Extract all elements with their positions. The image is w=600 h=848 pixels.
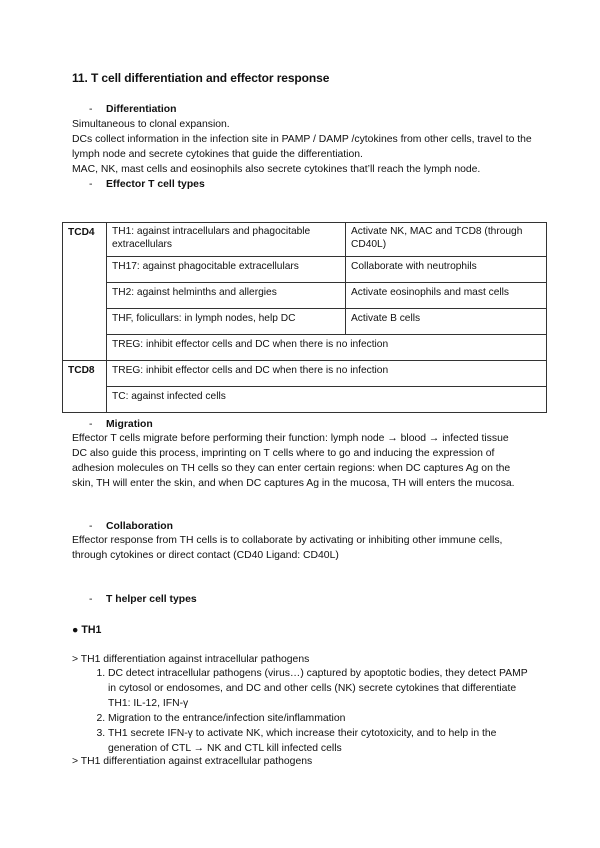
bullet-migration bbox=[72, 418, 153, 432]
role-cell: Collaborate with neutrophils bbox=[346, 257, 547, 283]
role-cell: Activate NK, MAC and TCD8 (through CD40L) bbox=[346, 223, 547, 257]
bullet-helper-types bbox=[72, 593, 197, 607]
table-row bbox=[63, 335, 547, 361]
paragraph-migration bbox=[72, 432, 532, 492]
text-line: MAC, NK, mast cells and eosinophils also secrete cytokines that’ll reach the lymph node. bbox=[72, 163, 481, 175]
role-cell: Activate B cells bbox=[346, 309, 547, 335]
bullet-dash: - bbox=[89, 594, 93, 605]
list-item: 1. DC detect intracellular pathogens (virus…) captured by apoptotic bodies, they detect PAMP in cytosol or endosomes, and DC and other cells (NK) secrete cytokines that differentiate TH1: IL-12, IFN-γ bbox=[108, 667, 534, 712]
label-differentiation: Differentiation bbox=[106, 104, 177, 115]
bullet-collaboration bbox=[72, 520, 173, 534]
paragraph-collaboration bbox=[72, 534, 532, 564]
type-cell: TH17: against phagocitable extracellulars bbox=[107, 257, 346, 283]
section-heading: 11. T cell differentiation and effector response bbox=[72, 71, 330, 85]
type-cell: TH1: against intracellulars and phagocitable extracellulars bbox=[107, 223, 346, 257]
type-cell: THF, folicullars: in lymph nodes, help DC bbox=[107, 309, 346, 335]
type-cell: TH2: against helminths and allergies bbox=[107, 283, 346, 309]
list-item: 3. TH1 secrete IFN-γ to activate NK, which increase their cytotoxicity, and to help in the generation of CTL → NK and CTL kill infected cells bbox=[108, 727, 534, 757]
table-row bbox=[63, 223, 547, 257]
th1-heading: ● TH1 bbox=[72, 624, 102, 636]
effector-types-table bbox=[62, 222, 547, 413]
bullet-differentiation bbox=[72, 103, 176, 117]
type-cell: TREG: inhibit effector cells and DC when there is no infection bbox=[107, 335, 547, 361]
label-effector-types: Effector T cell types bbox=[106, 179, 205, 190]
type-cell: TC: against infected cells bbox=[107, 387, 547, 413]
bullet-dash: - bbox=[89, 104, 93, 115]
text-line: DC also guide this process, imprinting on T cells where to go and inducing the expression of adhesion molecules on TH cells so they can enter certain regions: when DC captures Ag on the skin, TH will enter the skin, and when DC captures Ag in the mucosa, TH will enters the mucosa. bbox=[72, 447, 515, 489]
text-line: DCs collect information in the infection site in PAMP / DAMP /cytokines from other cells, travel to the lymph node and secrete cytokines that guide the differentiation. bbox=[72, 133, 532, 160]
group-cell-tcd4: TCD4 bbox=[63, 223, 107, 361]
text-line: Effector response from TH cells is to collaborate by activating or inhibiting other immune cells, through cytokines or direct contact (CD40 Ligand: CD40L) bbox=[72, 535, 503, 561]
role-cell: Activate eosinophils and mast cells bbox=[346, 283, 547, 309]
table-row bbox=[63, 387, 547, 413]
paragraph-differentiation bbox=[72, 118, 532, 178]
type-cell: TREG: inhibit effector cells and DC when there is no infection bbox=[107, 361, 547, 387]
th1-intro: > TH1 differentiation against intracellular pathogens bbox=[72, 654, 310, 665]
table-row bbox=[63, 257, 547, 283]
bullet-effector-types bbox=[72, 178, 205, 192]
label-collaboration: Collaboration bbox=[106, 521, 173, 532]
bullet-dash: - bbox=[89, 521, 93, 532]
group-cell-tcd8: TCD8 bbox=[63, 361, 107, 413]
text-line: Effector T cells migrate before performing their function: lymph node → blood → infected tissue bbox=[72, 433, 509, 444]
label-migration: Migration bbox=[106, 419, 153, 430]
table-row bbox=[63, 309, 547, 335]
table-row bbox=[63, 361, 547, 387]
text-line: Simultaneous to clonal expansion. bbox=[72, 119, 230, 130]
table-row bbox=[63, 283, 547, 309]
th1-steps-list bbox=[72, 667, 534, 756]
bullet-dash: - bbox=[89, 419, 93, 430]
bullet-dash: - bbox=[89, 179, 93, 190]
list-item: 2. Migration to the entrance/infection site/inflammation bbox=[108, 712, 534, 727]
label-helper-types: T helper cell types bbox=[106, 594, 197, 605]
th1-outro: > TH1 differentiation against extracellular pathogens bbox=[72, 756, 313, 767]
